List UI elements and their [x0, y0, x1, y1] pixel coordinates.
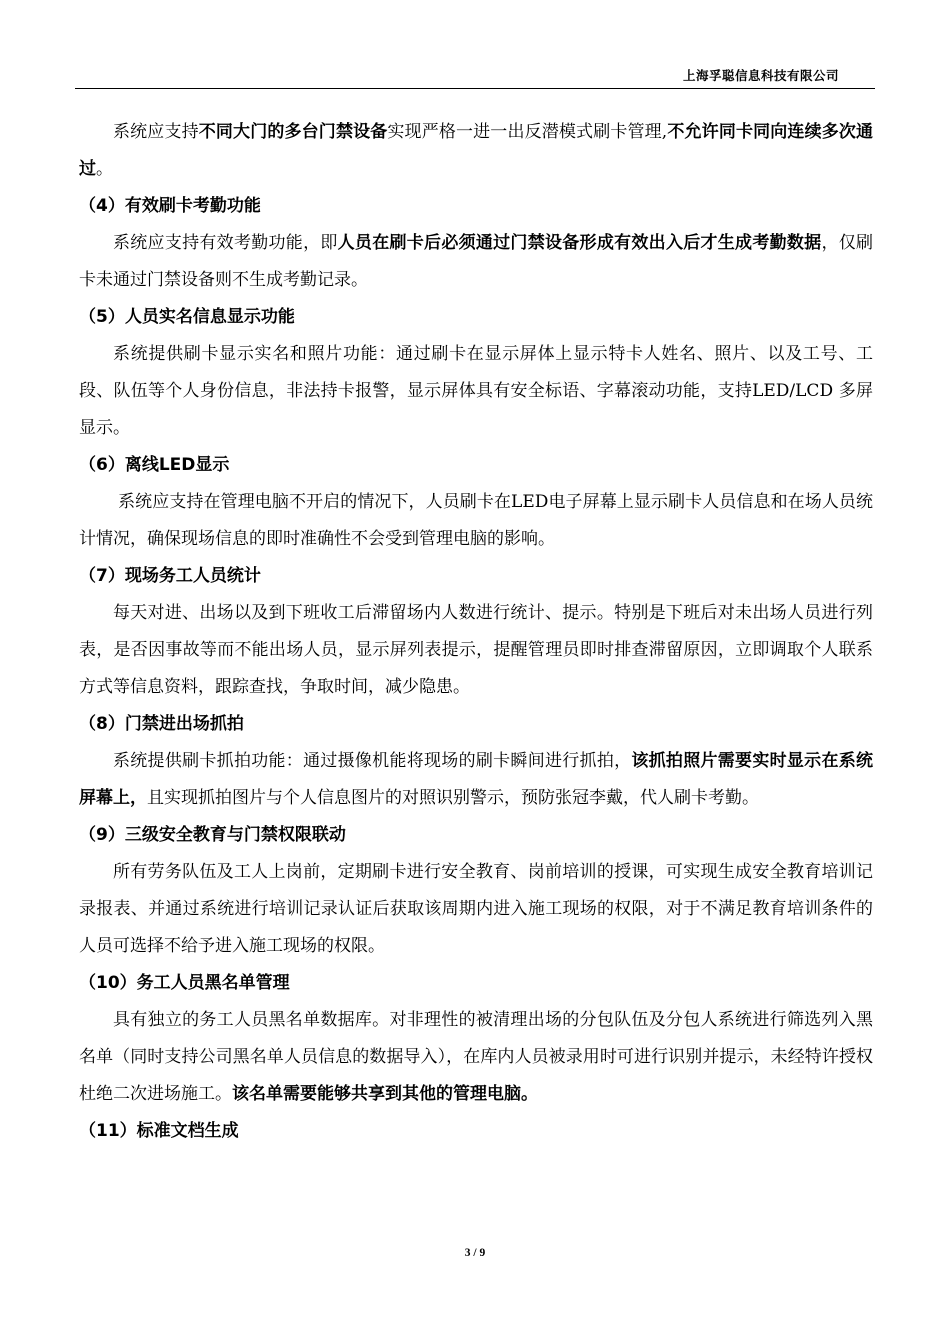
- body-paragraph: [79, 114, 873, 188]
- paragraph-text: 所有劳务队伍及工人上岗前，定期刷卡进行安全教育、岗前培训的授课，可实现生成安全教育培训记录报表、并通过系统进行培训记录认证后获取该周期内进入施工现场的权限，对于不满足教育培训条件的人员可选择不给予进入施工现场的权限。: [79, 862, 873, 956]
- body-paragraph: [79, 225, 873, 299]
- paragraph-text: 系统应支持: [113, 122, 199, 142]
- section-heading: （7）现场务工人员统计: [79, 566, 261, 586]
- body-paragraph: [79, 484, 873, 558]
- section-heading: （11）标准文档生成: [79, 1121, 239, 1141]
- section-heading: （10）务工人员黑名单管理: [79, 973, 290, 993]
- section-heading: （8）门禁进出场抓拍: [79, 714, 244, 734]
- body-paragraph: [79, 854, 873, 965]
- emphasized-text: 该名单需要能够共享到其他的管理电脑。: [232, 1084, 538, 1104]
- emphasized-text: 人员在刷卡后必须通过门禁设备形成有效出入后才生成考勤数据: [337, 233, 822, 253]
- paragraph-text: 系统应支持有效考勤功能，即: [113, 233, 338, 253]
- document-body: [79, 114, 873, 1150]
- emphasized-text: 不同大门的多台门禁设备: [198, 122, 388, 142]
- section-heading: （9）三级安全教育与门禁权限联动: [79, 825, 346, 845]
- emphasized-text: 不允许同卡同向连续多次通过: [79, 122, 874, 179]
- header-company-name: 上海孚聪信息科技有限公司: [682, 68, 839, 83]
- paragraph-text: 实现严格一进一出反潜模式刷卡管理,: [387, 122, 668, 142]
- paragraph-text: 每天对进、出场以及到下班收工后滞留场内人数进行统计、提示。特别是下班后对未出场人员进行列表，是否因事故等而不能出场人员，显示屏列表提示，提醒管理员即时排查滞留原因，立即调取个人联系方式等信息资料，跟踪查找，争取时间，减少隐患。: [79, 603, 873, 697]
- paragraph-text: 且实现抓拍图片与个人信息图片的对照识别警示，预防张冠李戴，代人刷卡考勤。: [147, 788, 759, 808]
- body-paragraph: [79, 595, 873, 706]
- page-header: [75, 66, 875, 89]
- section-heading: （4）有效刷卡考勤功能: [79, 196, 261, 216]
- emphasized-text: 该抓拍照片需要实时显示在系统屏幕上，: [79, 751, 874, 808]
- paragraph-text: 具有独立的务工人员黑名单数据库。对非理性的被清理出场的分包队伍及分包人系统进行筛选列入黑名单（同时支持公司黑名单人员信息的数据导入），在库内人员被录用时可进行识别并提示，未经特许授权杜绝二次进场施工。: [79, 1010, 873, 1104]
- body-paragraph: [79, 1002, 873, 1113]
- section-heading: （6）离线LED显示: [79, 455, 230, 475]
- paragraph-text: 系统提供刷卡抓拍功能：通过摄像机能将现场的刷卡瞬间进行抓拍，: [113, 751, 632, 771]
- page-number: 3 / 9: [464, 1247, 486, 1259]
- paragraph-text: 系统应支持在管理电脑不开启的情况下，人员刷卡在LED电子屏幕上显示刷卡人员信息和在场人员统计情况，确保现场信息的即时准确性不会受到管理电脑的影响。: [79, 492, 873, 549]
- body-paragraph: [79, 743, 873, 817]
- paragraph-text: ，仅刷卡未通过门禁设备则不生成考勤记录。: [79, 233, 874, 290]
- paragraph-text: 。: [96, 159, 113, 179]
- paragraph-text: 系统提供刷卡显示实名和照片功能：通过刷卡在显示屏体上显示特卡人姓名、照片、以及工号、工段、队伍等个人身份信息，非法持卡报警，显示屏体具有安全标语、字幕滚动功能，支持LED/LCD 多屏显示。: [79, 344, 873, 438]
- body-paragraph: [79, 336, 873, 447]
- section-heading: （5）人员实名信息显示功能: [79, 307, 295, 327]
